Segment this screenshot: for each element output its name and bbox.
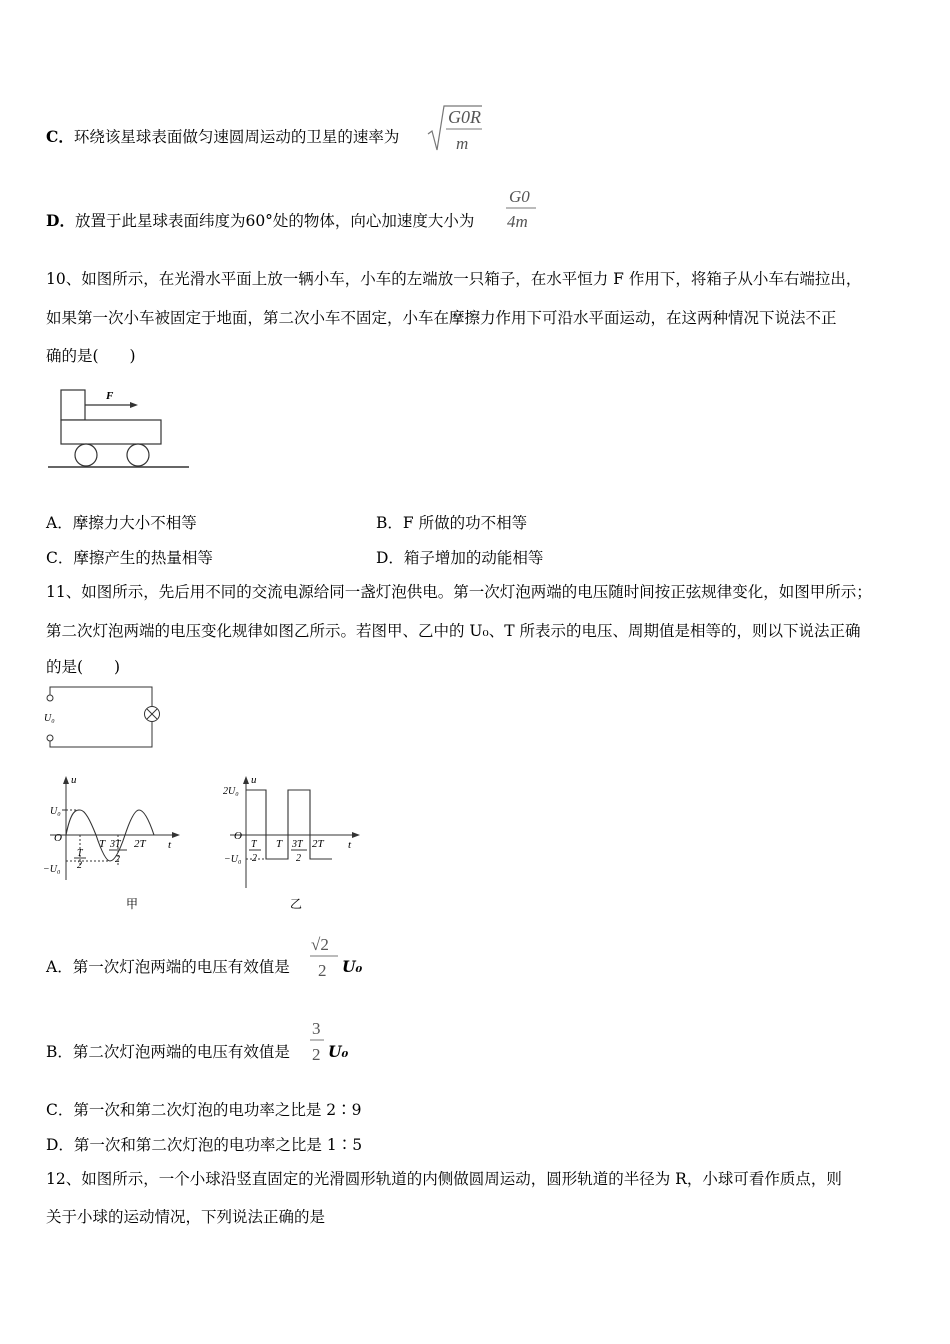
fraction-numerator: 3 [312,1019,321,1038]
origin-label: O [54,832,62,844]
q9-option-c-sqrt [426,102,486,154]
q10-stem-line-1: 10、如图所示，在光滑水平面上放一辆小车，小车的左端放一只箱子，在水平恒力 F 作用下，将箱子从小车右端拉出， [46,270,862,288]
axis-t-label: t [168,839,172,851]
force-label: F [106,390,114,402]
sqrt-numerator: G0R [448,107,481,127]
q11-graph-yi [220,770,370,915]
q11-stem-line-3: 的是( ) [46,658,121,676]
fraction-denominator: 4m [507,212,528,231]
sqrt-denominator: m [456,134,469,153]
fraction-denominator: 2 [312,1045,321,1064]
q10-option-c: C．摩擦产生的热量相等 [46,549,213,567]
origin-label: O [234,830,242,842]
q10-option-b: B．F 所做的功不相等 [376,514,528,532]
axis-t-label: t [348,839,352,851]
q10-cart-figure [46,386,192,472]
circuit-voltage-label: U₀ [44,713,55,724]
q9-option-d-label: D． [46,211,75,230]
q9-option-c-label: C． [46,127,74,146]
double-period-label: 2T [312,838,324,850]
half-period-num: T [77,848,83,859]
fraction-denominator: 2 [318,961,327,980]
q11-option-d: D．第一次和第二次灯泡的电功率之比是 1∶5 [46,1136,363,1154]
q12-stem-line-2: 关于小球的运动情况，下列说法正确的是 [46,1208,326,1226]
q10-stem-line-3: 确的是( ) [46,347,136,365]
q9-option-d-fraction [504,184,540,234]
q11-circuit-diagram [44,684,164,750]
three-half-period-num: 3T [292,839,303,850]
q11-option-a [46,956,290,978]
two-u0-tick-label: 2U₀ [223,786,239,797]
q9-option-d-text: 放置于此星球表面纬度为60°处的物体，向心加速度大小为 [74,212,475,230]
three-half-period-den: 2 [296,853,301,864]
half-period-den: 2 [252,853,257,864]
axis-u-label: u [251,774,257,786]
half-period-den: 2 [77,860,82,871]
axis-u-label: u [71,774,77,786]
q10-option-a: A．摩擦力大小不相等 [46,514,197,532]
q12-stem-line-1: 12、如图所示，一个小球沿竖直固定的光滑圆形轨道的内侧做圆周运动，圆形轨道的半径为 R，小球可看作质点，则 [46,1170,842,1188]
q9-option-d [46,210,474,232]
q10-option-d: D．箱子增加的动能相等 [376,549,544,567]
q11-option-a-fraction [308,930,340,982]
q11-option-b-fraction [308,1014,328,1066]
graph-caption: 甲 [126,897,139,911]
minus-u0-tick-label: −U₀ [224,854,242,865]
q10-stem-line-2: 如果第一次小车被固定于地面，第二次小车不固定，小车在摩擦力作用下可沿水平面运动，在这两种情况下说法不正 [46,309,837,327]
q11-option-b-tail: U₀ [328,1042,349,1061]
graph-caption: 乙 [290,897,303,911]
q9-option-c-text: 环绕该星球表面做匀速圆周运动的卫星的速率为 [73,128,400,146]
fraction-numerator: √2 [311,935,329,954]
q11-stem-line-1: 11、如图所示，先后用不同的交流电源给同一盏灯泡供电。第一次灯泡两端的电压随时间按正弦规律变化，如图甲所示； [46,583,872,601]
q11-option-a-text: A．第一次灯泡两端的电压有效值是 [46,958,290,976]
period-label: T [99,838,106,850]
q11-option-a-tail: U₀ [342,957,363,976]
q11-graph-jia [40,770,190,915]
fraction-numerator: G0 [509,187,530,206]
u0-tick-label: U₀ [50,806,61,817]
period-label: T [276,838,283,850]
q11-option-b [46,1041,290,1063]
three-half-period-num: 3T [110,839,121,850]
double-period-label: 2T [134,838,146,850]
q11-option-c: C．第一次和第二次灯泡的电功率之比是 2∶9 [46,1101,362,1119]
three-half-period-den: 2 [115,854,120,865]
half-period-num: T [251,839,257,850]
q11-option-b-text: B．第二次灯泡两端的电压有效值是 [46,1043,290,1061]
q9-option-c [46,126,399,148]
q11-stem-line-2: 第二次灯泡两端的电压变化规律如图乙所示。若图甲、乙中的 U₀、T 所表示的电压、周期值是相等的，则以下说法正确 [46,622,861,640]
minus-u0-tick-label: −U₀ [43,864,61,875]
